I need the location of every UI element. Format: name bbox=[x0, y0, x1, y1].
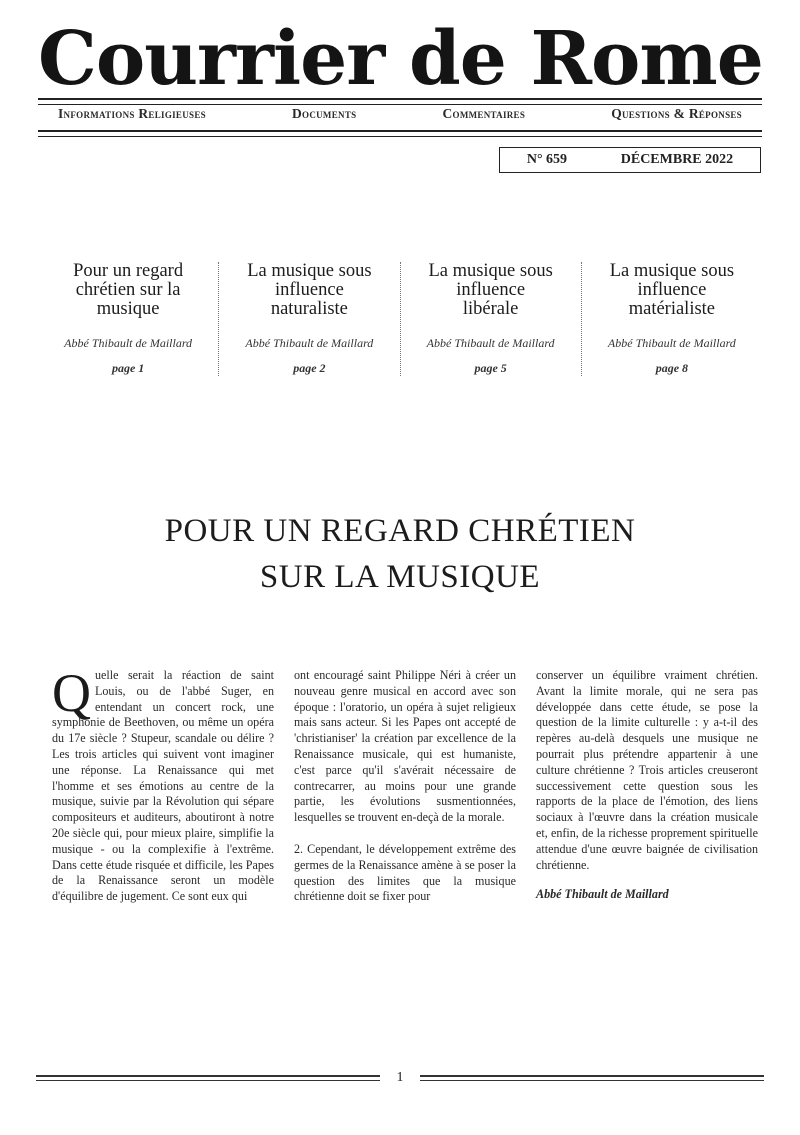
article-body bbox=[52, 663, 758, 905]
issue-box bbox=[499, 147, 761, 173]
issue-date: DÉCEMBRE 2022 bbox=[620, 152, 734, 167]
toc-page: page 2 bbox=[293, 361, 326, 375]
toc-title: La musique sous influence naturaliste bbox=[247, 261, 372, 319]
toc-title: La musique sous influence matérialiste bbox=[609, 261, 735, 319]
toc-page: page 8 bbox=[655, 361, 689, 375]
section-informations: Informations Religieuses bbox=[58, 106, 206, 121]
paragraph: 2. Cependant, le développement extrême des germes de la Renaissance amène à se poser la question des limites que la musique chrétienne doit se fixer pour bbox=[294, 841, 516, 904]
page-footer bbox=[36, 1070, 764, 1086]
masthead-rule bbox=[38, 98, 762, 105]
issue-number: N° 659 bbox=[526, 152, 568, 167]
toc-author: Abbé Thibault de Maillard bbox=[64, 336, 193, 350]
author-signature: Abbé Thibault de Maillard bbox=[536, 887, 669, 902]
paragraph: uelle serait la réaction de saint Louis, ou de l'abbé Suger, en entendant un concert rock, une symphonie de Beethoven, ou même un opéra du 17e siècle ? Stupeur, scandale ou délire ? Les trois articles qui suivent vont imaginer une réponse. La Renaissance qui met l'homme et ses émotions au centre de la musique, suivie par la Révolution qui sépare compositeurs et auditeurs, aboutiront à notre 20e siècle qui, pour mieux plaire, simplifie la musique - ou la complexifie à l'extrême. Dans cette étude risquée et difficile, les Papes de la Renaissance seront un modèle d'équilibre de jugement. Ce sont eux qui bbox=[52, 668, 274, 904]
toc-author: Abbé Thibault de Maillard bbox=[245, 336, 374, 350]
headline-line-1: POUR UN REGARD CHRÉTIEN bbox=[164, 513, 636, 549]
article-column-2 bbox=[294, 668, 516, 905]
page-number: 1 bbox=[396, 1070, 404, 1085]
toc-page: page 5 bbox=[474, 361, 507, 375]
drop-cap: Q bbox=[52, 663, 91, 723]
section-questions: Questions & Réponses bbox=[611, 106, 742, 121]
section-rule bbox=[38, 130, 762, 137]
toc-page: page 1 bbox=[111, 361, 145, 375]
article-column-1 bbox=[52, 663, 274, 905]
section-documents: Documents bbox=[291, 106, 357, 121]
toc-item[interactable] bbox=[581, 262, 762, 376]
toc-author: Abbé Thibault de Maillard bbox=[607, 336, 736, 350]
table-of-contents bbox=[38, 262, 762, 376]
footer-rule-right bbox=[420, 1075, 764, 1081]
toc-author: Abbé Thibault de Maillard bbox=[426, 336, 555, 350]
masthead-title: Courrier de Rome bbox=[38, 16, 763, 102]
section-commentaires: Commentaires bbox=[442, 106, 526, 121]
footer-rule-left bbox=[36, 1075, 380, 1081]
toc-title: La musique sous influence libérale bbox=[428, 261, 553, 319]
headline-line-2: SUR LA MUSIQUE bbox=[259, 559, 541, 595]
paragraph: ont encouragé saint Philippe Néri à créer un nouveau genre musical en accord avec son époque : l'oratorio, un opéra à sujet religieux mais sans acteur. Si les Papes ont accepté de 'christianiser' la création par excellence de la Renaissance musicale, qui est humaniste, c'est parce qu'il s'avérait nécessaire de contrecarrer, au moins pour une grande partie, les évolutions susmentionnées, lesquelles se trouvent en-deçà de la morale. bbox=[294, 668, 516, 825]
article-column-3 bbox=[536, 668, 758, 905]
toc-item[interactable] bbox=[38, 262, 218, 376]
toc-title: Pour un regard chrétien sur la musique bbox=[73, 261, 184, 319]
toc-item[interactable] bbox=[218, 262, 399, 376]
section-nav bbox=[38, 106, 762, 122]
paragraph: conserver un équilibre vraiment chrétien. Avant la limite morale, qui ne sera pas développée dans cette étude, se pose la question de la limite culturelle : y a-t-il des repères au-delà desquels une musique ne pourrait plus prétendre appartenir à une culture chrétienne ? Trois articles creuseront successivement cette question sous les rapports de la place de l'émotion, des liens sociaux à l'œuvre dans la création musicale et, enfin, de la richesse proprement spirituelle attendue d'une œuvre baignée de civilisation chrétienne. bbox=[536, 668, 758, 872]
article-headline bbox=[38, 508, 762, 600]
toc-item[interactable] bbox=[400, 262, 581, 376]
